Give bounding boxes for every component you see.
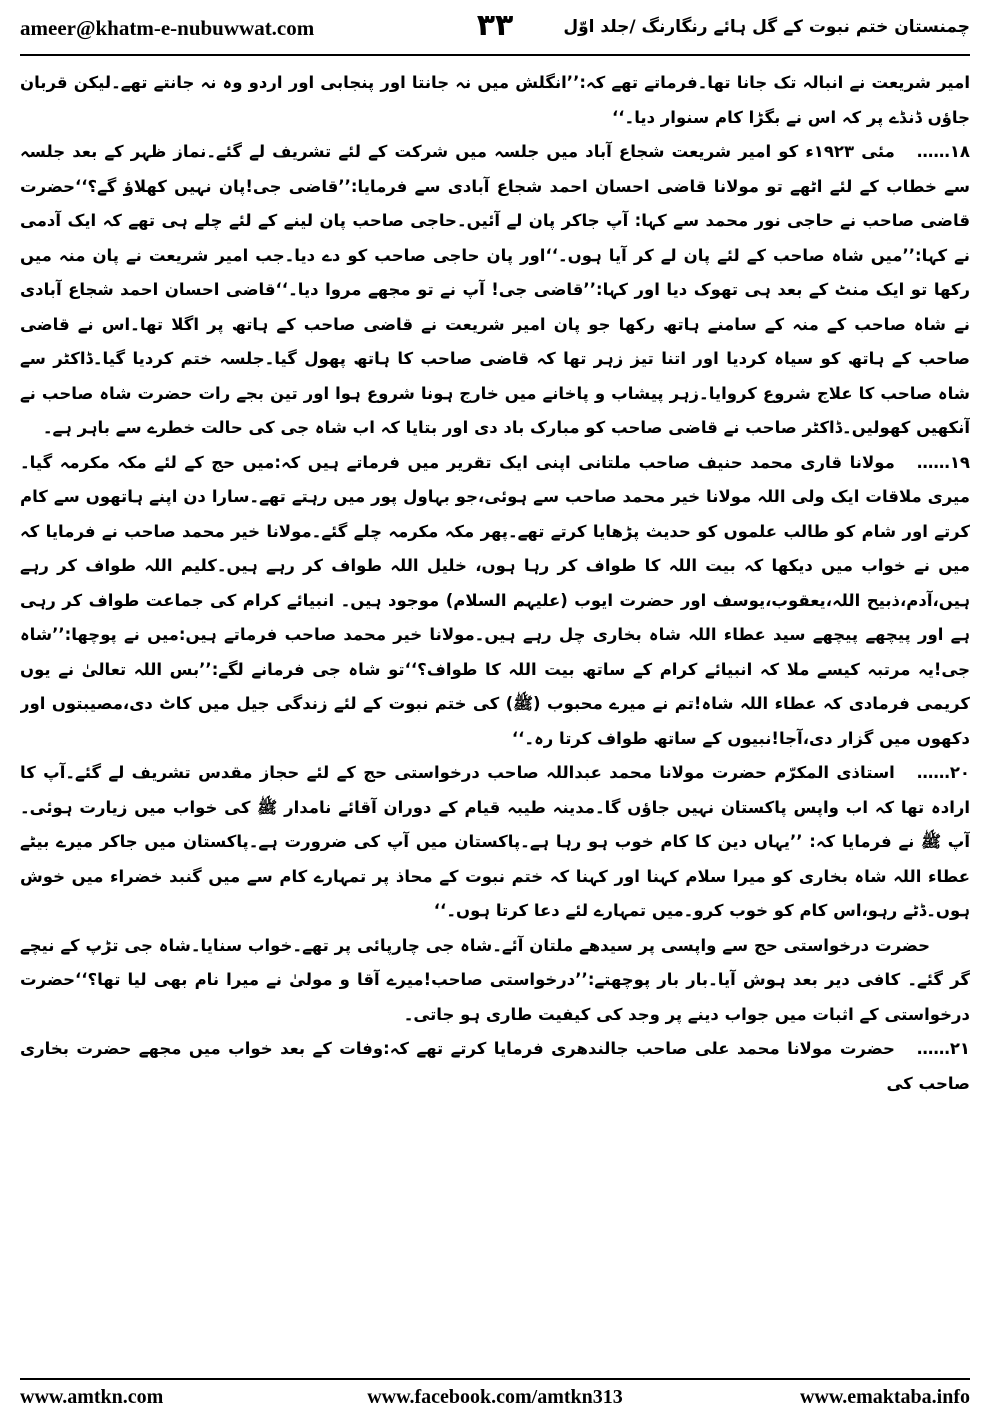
paragraph-text: مولانا قاری محمد حنیف صاحب ملتانی اپنی ایک تقریر میں فرماتے ہیں کہ:میں حج کے لئے مکہ مکرمہ گیا۔میری ملاقات ایک ولی اللہ مولانا خیر محمد صاحب سے ہوئی،جو بہاول پور میں رہتے تھے۔سارا دن اپنے ہاتھوں سے کام کرتے اور شام کو طالب علموں کو حدیث پڑھایا کرتے تھے۔پھر مکہ مکرمہ چلے گئے۔مولانا خیر محمد صاحب نے فرمایا کہ میں نے خواب میں دیکھا کہ بیت اللہ کا طواف کر رہا ہوں، خلیل اللہ طواف کر رہے ہیں۔کلیم اللہ طواف کر رہے ہیں،آدم،ذبیح اللہ،یعقوب،یوسف اور حضرت ایوب (علیہم السلام) موجود ہیں۔ انبیائے کرام کی جماعت طواف کر رہی ہے اور پیچھے پیچھے سید عطاء اللہ شاہ بخاری چل رہے ہیں۔مولانا خیر محمد صاحب فرماتے ہیں:میں نے پوچھا:’’شاہ جی!یہ مرتبہ کیسے ملا کہ انبیائے کرام کے ساتھ بیت اللہ کا طواف؟‘‘تو شاہ جی فرمانے لگے:’’بس اللہ تعالیٰ نے یوں کریمی فرمادی کہ عطاء اللہ شاہ!تم نے میرے محبوب (ﷺ) کی ختم نبوت کے لئے زندگی جیل میں کاٹ دی،مصیبتوں اور دکھوں میں گزار دی،آجا!نبیوں کے ساتھ طواف کرتا رہ۔‘‘ [20, 452, 970, 748]
footer-link-facebook[interactable]: www.facebook.com/amtkn313 [367, 1386, 623, 1408]
page-header [20, 8, 970, 56]
page-number: ۳۳ [476, 8, 514, 43]
footer-link-emaktaba[interactable]: www.emaktaba.info [799, 1386, 970, 1408]
paragraph-20-continued [20, 929, 970, 1033]
paragraph-number: ۲۰…… [916, 763, 970, 782]
paragraph-text: امیر شریعت نے انبالہ تک جانا تھا۔فرماتے تھے کہ:’’انگلش میں نہ جانتا اور پنجابی اور اردو وہ نہ جانتے تھے۔لیکن قربان جاؤں ڈنڈے پر کہ اس نے بگڑا کام سنوار دیا۔‘‘ [20, 73, 970, 127]
paragraph-text: استاذی المکرّم حضرت مولانا محمد عبداللہ صاحب درخواستی حج کے لئے حجاز مقدس تشریف لے گئے۔آپ کا ارادہ تھا کہ اب واپس پاکستان نہیں جاؤں گا۔مدینہ طیبہ قیام کے دوران آقائے نامدار ﷺ کی خواب میں زیارت ہوئی۔آپ ﷺ نے فرمایا کہ: ’’یہاں دین کا کام خوب ہو رہا ہے۔پاکستان میں آپ کی ضرورت ہے۔پاکستان میں جاکر میرے بیٹے عطاء اللہ شاہ بخاری کو میرا سلام کہنا اور کہنا کہ ختم نبوت کے محاذ پر تمہارے کام سے میں گنبد خضراء میں خوش ہوں۔ڈٹے رہو،اس کام کو خوب کرو۔میں تمہارے لئے دعا کرتا ہوں۔‘‘ [20, 763, 970, 920]
footer-link-amtkn[interactable]: www.amtkn.com [20, 1386, 164, 1408]
paragraph-text: حضرت درخواستی حج سے واپسی پر سیدھے ملتان آئے۔شاہ جی چارپائی پر تھے۔خواب سنایا۔شاہ جی تڑپ کے نیچے گر گئے۔ کافی دیر بعد ہوش آیا۔بار بار پوچھتے:’’درخواستی صاحب!میرے آقا و مولیٰ نے میرا نام بھی لیا تھا؟‘‘حضرت درخواستی کے اثبات میں جواب دینے پر وجد کی کیفیت طاری ہو جاتی۔ [20, 935, 970, 1024]
paragraph-19 [20, 446, 970, 757]
paragraph-number: ۱۸…… [916, 142, 970, 161]
paragraph-number: ۲۱…… [916, 1039, 970, 1058]
paragraph-20 [20, 756, 970, 929]
paragraph-text: مئی ۱۹۲۳ء کو امیر شریعت شجاع آباد میں جلسہ میں شرکت کے لئے تشریف لے گئے۔نماز ظہر کے بعد جلسہ سے خطاب کے لئے اٹھے تو مولانا قاضی احسان احمد شجاع آبادی سے فرمایا:’’قاضی جی!پان نہیں کھلاؤ گے؟‘‘حضرت قاضی صاحب نے حاجی نور محمد سے کہا: آپ جاکر پان لے آئیں۔حاجی صاحب پان لینے کے لئے چلے ہی تھے کہ ایک آدمی نے کہا:’’میں شاہ صاحب کے لئے پان لے کر آیا ہوں۔‘‘اور پان حاجی صاحب کو دے دیا۔جب امیر شریعت نے پان منہ میں رکھا تو ایک منٹ کے بعد ہی تھوک دیا اور کہا:’’قاضی جی! آپ نے تو مجھے مروا دیا۔‘‘قاضی احسان احمد شجاع آبادی نے شاہ صاحب کے منہ کے سامنے ہاتھ رکھا جو پان امیر شریعت نے قاضی صاحب کے ہاتھ پر اگلا تھا۔اس نے قاضی صاحب کے ہاتھ کو سیاہ کردیا اور اتنا تیز زہر تھا کہ قاضی صاحب کا ہاتھ پھول گیا۔جلسہ ختم کردیا گیا۔ڈاکٹر سے شاہ صاحب کا علاج شروع کروایا۔زہر پیشاب و پاخانے میں خارج ہونا شروع ہوا اور تین بجے رات حضرت شاہ صاحب نے آنکھیں کھولیں۔ڈاکٹر صاحب نے قاضی صاحب کو مبارک باد دی اور بتایا کہ اب شاہ جی کی حالت خطرے سے باہر ہے۔ [20, 142, 970, 437]
paragraph-number: ۱۹…… [916, 452, 970, 472]
paragraph-1 [20, 66, 970, 135]
header-email[interactable]: ameer@khatm-e-nubuwwat.com [20, 16, 315, 40]
page-footer [20, 1378, 970, 1414]
paragraph-18 [20, 135, 970, 446]
book-title: چمنستان ختم نبوت کے گل ہائے رنگارنگ /جلد اوّل [563, 17, 970, 37]
page-body [20, 66, 970, 1366]
paragraph-text: حضرت مولانا محمد علی صاحب جالندھری فرمایا کرتے تھے کہ:وفات کے بعد خواب میں مجھے حضرت بخاری صاحب کی [20, 1039, 970, 1093]
paragraph-21 [20, 1032, 970, 1101]
